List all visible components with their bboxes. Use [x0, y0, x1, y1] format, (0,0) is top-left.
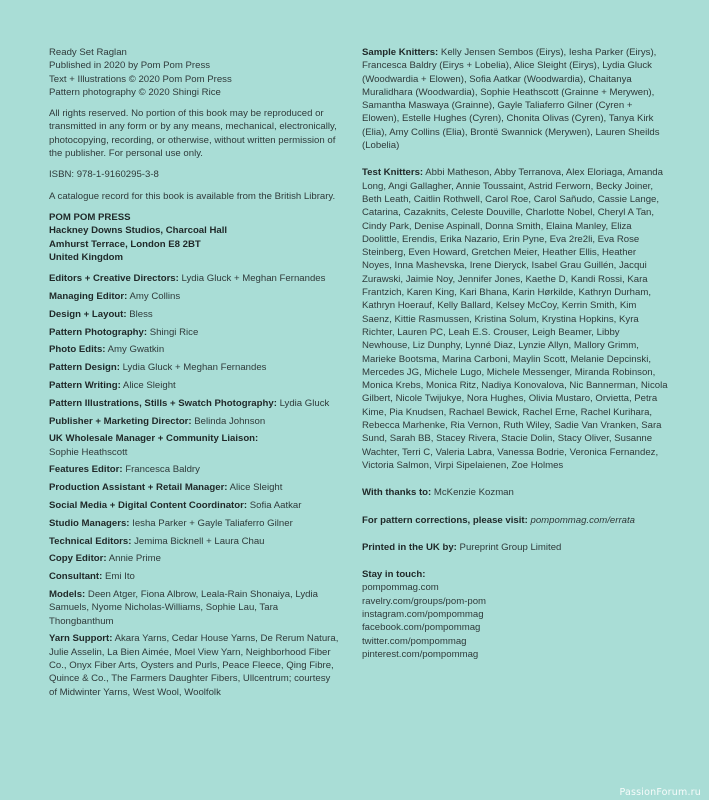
link-instagram[interactable]: instagram.com/pompommag: [362, 608, 484, 620]
isbn: ISBN: 978-1-9160295-3-8: [49, 169, 159, 181]
credit-illustrations: Pattern Illustrations, Stills + Swatch Photography: Lydia Gluck: [49, 397, 330, 409]
credit-pattern-writing: Pattern Writing: Alice Sleight: [49, 379, 176, 391]
credit-photography: Pattern Photography: Shingi Rice: [49, 326, 199, 338]
stay-in-touch-heading: Stay in touch:: [362, 569, 426, 581]
credit-managing-editor: Managing Editor: Amy Collins: [49, 290, 181, 302]
link-twitter[interactable]: twitter.com/pompommag: [362, 635, 467, 647]
credit-photo-edits: Photo Edits: Amy Gwatkin: [49, 344, 165, 356]
credit-models: Models: Deen Atger, Fiona Albrow, Leala-Rain Shonaiya, Lydia Samuels, Nyome Nicholas-Williams, Sophie Lau, Tara Thongbanthum: [49, 589, 318, 627]
book-title: Ready Set Raglan: [49, 47, 127, 58]
credit-production: Production Assistant + Retail Manager: Alice Sleight: [49, 482, 283, 494]
address-line: Amhurst Terrace, London E8 2BT: [49, 238, 201, 250]
catalogue-record: A catalogue record for this book is available from the British Library.: [49, 190, 336, 202]
address-line: POM POM PRESS: [49, 211, 131, 223]
link-pinterest[interactable]: pinterest.com/pompommag: [362, 648, 479, 660]
link-facebook[interactable]: facebook.com/pompommag: [362, 622, 481, 634]
credit-copy-editor: Copy Editor: Annie Prime: [49, 553, 161, 565]
credit-yarn-support: Yarn Support: Akara Yarns, Cedar House Yarns, De Rerum Natura, Julie Asselin, La Bien Aimée, Moel View Yarn, Neighborhood Fiber Co., Onyx Fiber Arts, Oysters and Purls, Peace Fleece, Qing Fibre, Quince & Co., The Farmers Daughter Fibers, Ullcentrum; courtesy of Midwinter Yarns, West Wool, Woolfolk: [49, 633, 339, 698]
thanks: With thanks to: McKenzie Kozman: [362, 487, 514, 499]
credit-pattern-design: Pattern Design: Lydia Gluck + Meghan Fernandes: [49, 362, 267, 374]
credit-design: Design + Layout: Bless: [49, 308, 153, 320]
text-copyright: Text + Illustrations © 2020 Pom Pom Press: [49, 73, 232, 85]
publisher-address: [49, 211, 339, 264]
sample-knitters: Sample Knitters: Kelly Jensen Sembos (Eirys), Iesha Parker (Eirys), Francesca Baldry (Eirys + Lobelia), Alice Sleight (Eirys), Lydia Gluck (Woodwardia + Elowen), Sofia Aatkar (Woodwardia), Chaitanya Muralidhara (Woodwardia), Sophie Heathscott (Grainne + Merywen), Samantha Maswaya (Grainne), Gayle Taliaferro Gilner (Cyren + Elowen), Estelle Hughes (Cyren), Chonita Olivas (Cyren), Tanya Kirk (Elia), Amy Collins (Elia), Brontë Swannick (Merywen), Lauren Sheilds (Lobelia): [362, 47, 660, 152]
credit-editors: Editors + Creative Directors: Lydia Gluck + Meghan Fernandes: [49, 273, 326, 285]
link-ravelry[interactable]: ravelry.com/groups/pom-pom: [362, 595, 487, 607]
credit-features-editor: Features Editor: Francesca Baldry: [49, 464, 200, 476]
errata-link[interactable]: pompommag.com/errata: [530, 514, 635, 526]
credit-social-media: Social Media + Digital Content Coordinator: Sofia Aatkar: [49, 500, 302, 512]
address-line: Hackney Downs Studios, Charcoal Hall: [49, 225, 228, 237]
printed-by: Printed in the UK by: Pureprint Group Limited: [362, 541, 562, 553]
test-knitters: Test Knitters: Abbi Matheson, Abby Terranova, Alex Eloriaga, Amanda Long, Angi Gallagher, Annie Toussaint, Astrid Ferworn, Becky Joiner, Beth Leath, Caitlin Rothwell, Carol Roe, Carol Sañudo, Cassie Lange, Catarina, Cazaknits, Celeste Douville, Charlotte Nobel, Cheryl A Tan, Cindy Park, Denise Aspinall, Donna Smith, Elaina Manley, Eliza Doolittle, Erendis, Erika Nazario, Erin Pyne, Eva 2re2li, Eva Rose Steinberg, Even Howard, Gretchen Meier, Heather Ellis, Heather Noyes, Inna Mashevska, Irene Dieryck, Isabel Grau Guillén, Jacqui Zurawski, Jaimie Noy, Jennifer Jones, Kaethe D, Kandi Rossi, Kara Frantzich, Karen King, Kari Bhana, Karin Hørkilde, Kathryn Durham, Kathryn Hoerauf, Kelly Ballard, Kelsey McCoy, Kerrin Smith, Kim Saenz, Kittie Rasmussen, Kristina Solum, Krystina Hopkins, Kyra Richter, Lauren PC, Leah E.S. Crouser, Leigh Beamer, Libby Newhouse, Liz Dunphy, Lynné Diaz, Lynzie Allyn, Mallory Grimm, Marieke Bootsma, Marina Carboni, Maylin Scott, Melanie Depcinski, Mercedes JG, Michele Lugo, Michele Messenger, Miranda Robinson, Monica Krebs, Monica Ritz, Nadiya Konovalova, Nic Bannerman, Nicola Gilbert, Nicole Twijukye, Nora Hughes, Olivia Mustaro, Orvietta, Petra Kime, Pia Knudsen, Rachael Bewick, Rachel Erne, Rachel Kurihara, Rebecca Marhenke, Ria Vernon, Ruth Wiley, Sadie Van Vranken, Sara Sund, Sarah BB, Stacey Rivera, Stacie Dolin, Stacy Oliver, Susanne Wachter, Terri C, Valeria Labra, Vanessa Bodrie, Veronica Fernandez, Victoria Salmon, Virpi Sipelaienen, Zoe Holmes: [362, 167, 668, 471]
watermark: PassionForum.ru: [619, 787, 701, 798]
credit-consultant: Consultant: Emi Ito: [49, 571, 135, 583]
photo-copyright: Pattern photography © 2020 Shingi Rice: [49, 86, 221, 98]
left-column: [49, 46, 339, 699]
credit-wholesale: UK Wholesale Manager + Community Liaison: Sophie Heathscott: [49, 433, 259, 458]
right-column: [362, 46, 668, 661]
link-website[interactable]: pompommag.com: [362, 582, 439, 594]
corrections: For pattern corrections, please visit: pompommag.com/errata: [362, 514, 635, 526]
credits-list: [49, 272, 339, 699]
published-line: Published in 2020 by Pom Pom Press: [49, 60, 211, 72]
credit-studio-managers: Studio Managers: Iesha Parker + Gayle Taliaferro Gilner: [49, 517, 293, 529]
rights-statement: All rights reserved. No portion of this book may be reproduced or transmitted in any form or by any means, mechanical, electronically, photocopying, recording, or otherwise, without written permission of the publisher. For personal use only.: [49, 108, 337, 160]
credit-technical-editors: Technical Editors: Jemima Bicknell + Laura Chau: [49, 535, 265, 547]
stay-in-touch: [362, 568, 668, 661]
address-line: United Kingdom: [49, 251, 124, 263]
credit-publisher: Publisher + Marketing Director: Belinda Johnson: [49, 415, 266, 427]
